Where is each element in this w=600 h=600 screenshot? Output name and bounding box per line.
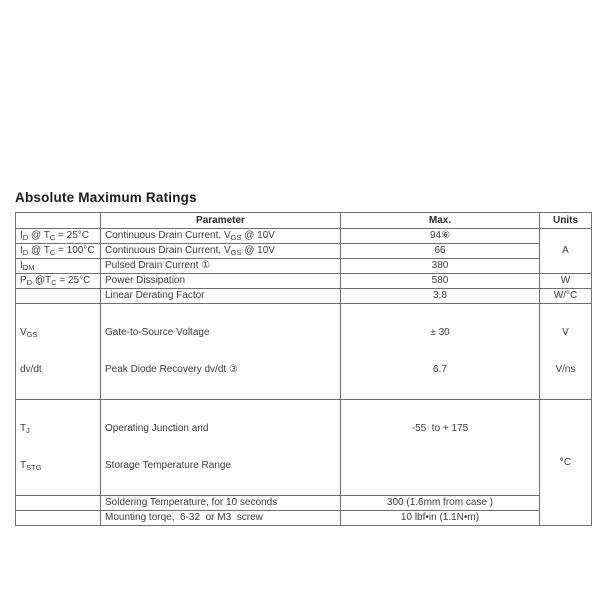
symbol-cell (16, 496, 101, 511)
parameter-cell: Power Dissipation (101, 274, 341, 289)
parameter-cell: Continuous Drain Current, $V_{GS}$ @ 10V (101, 229, 341, 244)
max-line: 6.7 (433, 363, 447, 375)
header-row (16, 213, 592, 229)
parameter-cell: Continuous Drain Current, $V_{GS}$ @ 10V (101, 244, 341, 259)
max-cell: 10 lbf•in (1.1N•m) (341, 511, 540, 526)
table-row (16, 274, 592, 289)
max-line (345, 459, 535, 474)
table-row (16, 400, 592, 496)
parameter-line: Peak Diode Recovery dv/dt ③ (105, 363, 238, 375)
max-cell: 94⑥ (341, 229, 540, 244)
max-line: -55 to + 175 (411, 423, 469, 434)
table-row (16, 511, 592, 526)
parameter-cell: Mounting torqe, 6-32 or M3 screw (101, 511, 341, 526)
max-cell: 380 (341, 259, 540, 274)
table-row (16, 259, 592, 274)
max-line: ± 30 (430, 327, 450, 338)
max-cell: 66 (341, 244, 540, 259)
max-cell: 580 (341, 274, 540, 289)
symbol-cell (16, 304, 101, 400)
table-row (16, 244, 592, 259)
symbol-cell: $I_D$ @ $T_C = 100^\circ C$ (16, 244, 101, 259)
symbol-line: $T_{STG}$ (20, 459, 42, 472)
table-row (16, 289, 592, 304)
units-cell-amps: A (540, 229, 592, 274)
units-line: V (562, 327, 569, 338)
table-row (16, 229, 592, 244)
symbol-cell: $I_{DM}$ (16, 259, 101, 274)
max-cell (341, 400, 540, 496)
abs-max-ratings-table (15, 212, 592, 526)
header-max: Max. (341, 213, 540, 229)
symbol-cell (16, 400, 101, 496)
header-parameter: Parameter (101, 213, 341, 229)
parameter-line: Gate-to-Source Voltage (105, 327, 210, 338)
parameter-cell (101, 400, 341, 496)
units-cell: W/°C (540, 289, 592, 304)
table-row (16, 496, 592, 511)
header-symbol (16, 213, 101, 229)
parameter-cell: Linear Derating Factor (101, 289, 341, 304)
symbol-line: dv/dt (20, 363, 42, 375)
symbol-cell: $I_D$ @ $T_C = 25^\circ C$ (16, 229, 101, 244)
parameter-cell: Soldering Temperature, for 10 seconds (101, 496, 341, 511)
parameter-cell (101, 304, 341, 400)
parameter-line: Storage Temperature Range (105, 459, 232, 471)
units-cell-celsius: °C (540, 400, 592, 526)
parameter-line: Operating Junction and (105, 423, 209, 434)
max-cell: 3.8 (341, 289, 540, 304)
symbol-cell (16, 289, 101, 304)
symbol-line: $V_{GS}$ (20, 327, 38, 339)
units-cell (540, 304, 592, 400)
max-cell (341, 304, 540, 400)
section-title: Absolute Maximum Ratings (15, 190, 197, 205)
symbol-line: $T_J$ (20, 423, 30, 435)
header-units: Units (540, 213, 592, 229)
symbol-cell: $P_D$ $@T_C = 25^\circ C$ (16, 274, 101, 289)
max-cell: 300 (1.6mm from case ) (341, 496, 540, 511)
units-line: V/ns (555, 363, 576, 375)
units-cell: W (540, 274, 592, 289)
table-row (16, 304, 592, 400)
parameter-cell: Pulsed Drain Current ① (101, 259, 341, 274)
symbol-cell (16, 511, 101, 526)
